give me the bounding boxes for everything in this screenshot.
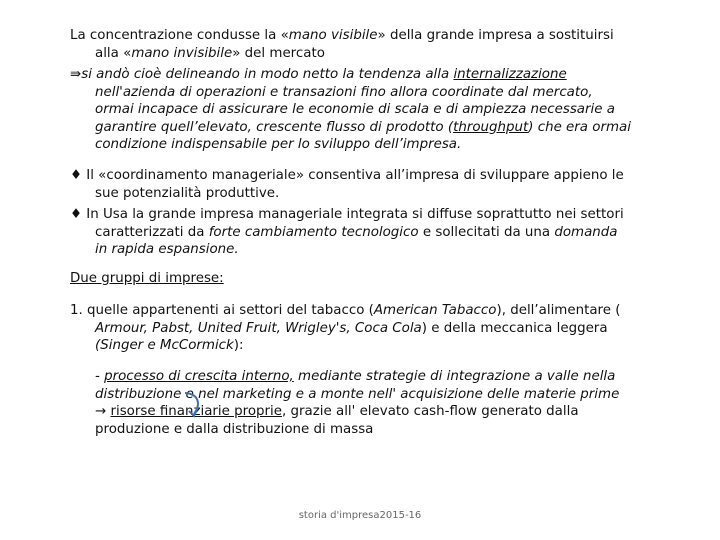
paragraph-usa [70, 206, 685, 259]
line [70, 45, 685, 63]
curved-arrow-icon [181, 390, 207, 420]
line [95, 368, 685, 386]
text: garantire quell’elevato, crescente flusso di prodotto ( [95, 119, 454, 135]
text: 1. quelle appartenenti ai settori del tabacco ( [70, 303, 374, 318]
paragraph-concentration [70, 27, 685, 62]
text: ), dell’alimentare ( [496, 303, 621, 318]
text: - [95, 369, 105, 384]
text: ) che era ormai [528, 119, 631, 135]
line [70, 337, 685, 355]
line: distribuzione e nel marketing e a monte nell' acquisizione delle materie prime [95, 386, 620, 402]
line [70, 66, 685, 84]
text: ): [233, 338, 244, 353]
arrow-glyph: → [95, 404, 111, 419]
text: ) e della meccanica leggera [421, 320, 608, 336]
text-underlined: risorse finanziarie proprie [110, 404, 283, 419]
line [70, 27, 685, 45]
text: ⇛si andò cioè delineando in modo netto la tendenza alla [70, 67, 454, 82]
line: produzione e dalla distribuzione di massa [95, 421, 374, 437]
text: » della grande impresa a sostituirsi [377, 28, 614, 43]
line [70, 119, 685, 137]
line [70, 224, 685, 242]
text-italic: mano invisibile [131, 45, 233, 61]
text-underlined: internalizzazione [453, 67, 567, 82]
text: » del mercato [232, 45, 325, 61]
line: ♦ Il «coordinamento manageriale» consentiva all’impresa di sviluppare appieno le [70, 168, 624, 183]
line: sue potenzialità produttive. [95, 185, 280, 201]
section-heading: Due gruppi di imprese: [70, 271, 224, 286]
line: nell'azienda di operazioni e transazioni fino allora coordinate dal mercato, [95, 84, 593, 100]
text-italic: domanda [554, 224, 618, 240]
line: in rapida espansione. [95, 242, 239, 257]
paragraph-group-one [70, 302, 685, 355]
line: condizione indispensabile per lo sviluppo dell’impresa. [95, 137, 462, 152]
text-italic: forte cambiamento tecnologico [208, 224, 419, 240]
text-italic: Singer e McCormick [100, 338, 234, 353]
text: e sollecitati da una [418, 224, 555, 240]
paragraph-managerial-coordination [70, 167, 685, 202]
footer-text: storia d'impresa2015-16 [298, 510, 422, 521]
text-underlined: throughput [453, 119, 529, 135]
text: ( [95, 338, 101, 353]
text: mediante strategie di integrazione a valle nella [293, 369, 616, 384]
line: ormai incapace di assicurare le economie di scala e di ampiezza necessarie a [95, 102, 615, 117]
text: alla « [95, 45, 132, 61]
text: , grazie all' elevato cash-flow generato dalla [282, 404, 579, 419]
line [70, 320, 685, 338]
paragraph-internalization [70, 66, 685, 154]
text: La concentrazione condusse la « [70, 28, 289, 43]
text-italic: American Tabacco [373, 303, 497, 318]
line [70, 302, 685, 320]
text-underlined: processo di crescita interno, [104, 369, 294, 384]
text-italic: Armour, Pabst, United Fruit, Wrigley's, Coca Cola [95, 320, 422, 336]
line: ♦ In Usa la grande impresa manageriale integrata si diffuse soprattutto nei settori [70, 207, 624, 222]
text: caratterizzati da [95, 224, 209, 240]
text-italic: mano visibile [288, 28, 378, 43]
